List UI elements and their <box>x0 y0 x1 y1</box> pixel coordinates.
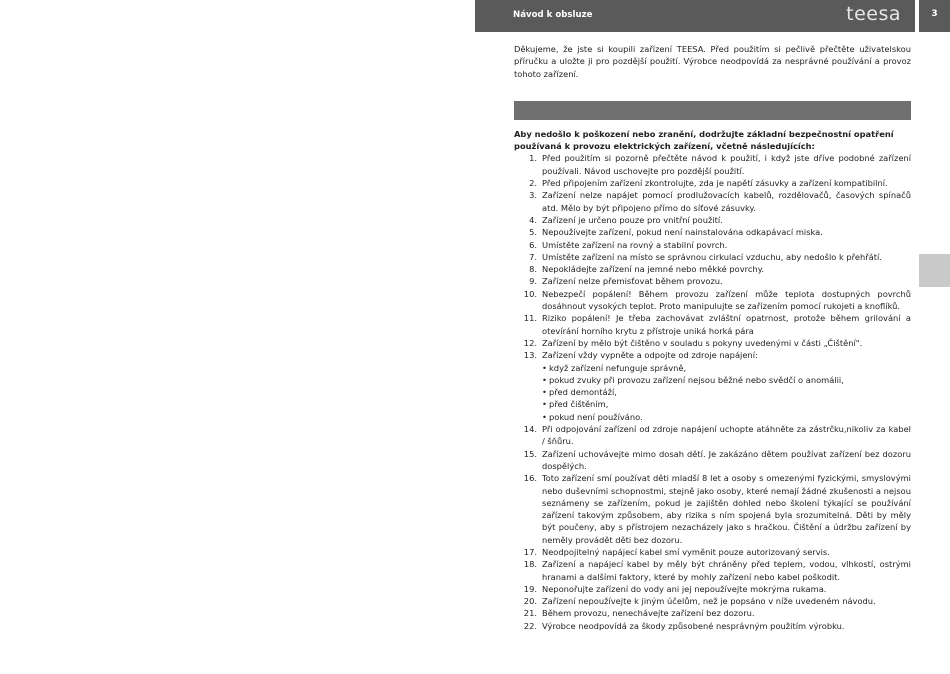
warning-title: Aby nedošlo k poškození nebo zranění, dodržujte základní bezpečnostní opatření používaná k provozu elektrických zařízení, včetně následujících: <box>514 128 894 152</box>
item-text: Před použitím si pozorně přečtěte návod k použití, i když jste dříve podobné zařízení používali. Návod uschovejte pro pozdější použití. <box>542 153 911 176</box>
intro-paragraph: Děkujeme, že jste si koupili zařízení TEESA. Před použitím si pečlivě přečtěte uživatelskou příručku a uložte ji pro pozdější použití. Výrobce neodpovídá za nesprávné používání a provoz tohoto zařízení. <box>514 44 911 79</box>
item-text: Nepoužívejte zařízení, pokud není nainstalována odkapávací miska. <box>542 227 823 238</box>
item-number: 12. <box>523 337 537 348</box>
item-number: 4. <box>529 214 537 225</box>
list-item <box>514 423 911 448</box>
item-text: Zařízení je určeno pouze pro vnitřní použití. <box>542 214 723 225</box>
sub-list-item <box>542 386 911 398</box>
list-item <box>514 607 911 619</box>
list-item <box>514 226 911 238</box>
list-item <box>514 251 911 263</box>
sub-item-text: pokud zvuky při provozu zařízení nejsou běžné nebo svědčí o anomálii, <box>549 374 844 385</box>
item-number: 16. <box>523 473 537 484</box>
header-bar <box>475 0 915 32</box>
list-item <box>514 275 911 287</box>
item-number: 1. <box>529 153 537 164</box>
item-number: 17. <box>523 546 537 557</box>
item-number: 13. <box>523 350 537 361</box>
item-number: 3. <box>529 190 537 201</box>
list-item <box>514 472 911 546</box>
item-text: Neponořujte zařízení do vody ani jej nepoužívejte mokrýma rukama. <box>542 583 827 594</box>
bullet: • <box>542 362 547 373</box>
item-text: Toto zařízení smí používat děti mladší 8 let a osoby s omezenými fyzickými, smyslovými nebo duševními schopnostmi, stejně jako osoby, které nemají žádné zkušenosti a nejsou seznámeny se zařízením, pokud je zajištěn dohled nebo školení týkající se používání zařízení takovým způsobem, aby rizika s ním spojená byla srozumitelná. Děti by měly být poučeny, aby s přístrojem nezacházely jako s hračkou. Čištění a údržbu zařízení by neměly provádět děti bez dozoru. <box>542 473 911 545</box>
item-number: 14. <box>523 424 537 435</box>
teesa-logo: teesa <box>846 3 901 25</box>
item-text: Zařízení uchovávejte mimo dosah dětí. Je zakázáno dětem používat zařízení bez dozoru dospělých. <box>542 448 911 471</box>
item-number: 2. <box>529 178 537 189</box>
sub-item-text: když zařízení nefunguje správně, <box>549 362 687 373</box>
bullet: • <box>542 387 547 398</box>
item-number: 6. <box>529 239 537 250</box>
page-title: Návod k obsluze <box>513 10 593 20</box>
item-number: 10. <box>523 288 537 299</box>
list-item <box>514 349 911 423</box>
item-number: 18. <box>523 559 537 570</box>
list-item <box>514 312 911 337</box>
sub-list-item <box>542 411 911 423</box>
list-item <box>514 583 911 595</box>
item-number: 19. <box>523 583 537 594</box>
item-number: 5. <box>529 227 537 238</box>
list-item <box>514 152 911 177</box>
item-text: Zařízení nelze napájet pomocí prodlužovacích kabelů, rozdělovačů, časových spínačů atd. Mělo by být připojeno přímo do síťové zásuvky. <box>542 190 911 213</box>
item-text: Během provozu, nenechávejte zařízení bez dozoru. <box>542 608 755 619</box>
item-text: Při odpojování zařízení od zdroje napájení uchopte atáhněte za zástrčku,nikoliv za kabel / šňůru. <box>542 424 911 447</box>
item-text: Umístěte zařízení na rovný a stabilní povrch. <box>542 239 728 250</box>
item-text: Zařízení vždy vypněte a odpojte od zdroje napájení: <box>542 350 758 361</box>
sub-list <box>542 362 911 423</box>
item-number: 20. <box>523 596 537 607</box>
item-number: 15. <box>523 448 537 459</box>
list-item <box>514 288 911 313</box>
item-text: Zařízení nelze přemisťovat během provozu. <box>542 276 723 287</box>
page-number: 3 <box>931 9 938 19</box>
list-item <box>514 546 911 558</box>
sub-item-text: před čištěním, <box>549 399 609 410</box>
sub-list-item <box>542 398 911 410</box>
item-text: Zařízení nepoužívejte k jiným účelům, než je popsáno v níže uvedeném návodu. <box>542 596 876 607</box>
bullet: • <box>542 399 547 410</box>
list-item <box>514 337 911 349</box>
section-side-tab <box>919 254 950 287</box>
item-text: Před připojením zařízení zkontrolujte, zda je napětí zásuvky a zařízení kompatibilní. <box>542 178 888 189</box>
list-item <box>514 558 911 583</box>
sub-item-text: pokud není používáno. <box>549 411 643 422</box>
item-number: 9. <box>529 276 537 287</box>
item-text: Neodpojitelný napájecí kabel smí vyměnit pouze autorizovaný servis. <box>542 546 830 557</box>
list-item <box>514 239 911 251</box>
bullet: • <box>542 411 547 422</box>
item-text: Zařízení a napájecí kabel by měly být chráněny před teplem, vodou, vlhkostí, ostrými hranami a dalšími faktory, které by mohly zařízení nebo kabel poškodit. <box>542 559 911 582</box>
item-number: 22. <box>523 620 537 631</box>
list-item <box>514 620 911 632</box>
item-text: Umístěte zařízení na místo se správnou cirkulací vzduchu, aby nedošlo k přehřátí. <box>542 251 882 262</box>
item-text: Zařízení by mělo být čištěno v souladu s pokyny uvedenými v části „Čištění". <box>542 337 863 348</box>
item-text: Výrobce neodpovídá za škody způsobené nesprávným použitím výrobku. <box>542 620 845 631</box>
list-item <box>514 189 911 214</box>
bullet: • <box>542 374 547 385</box>
item-text: Nepokládejte zařízení na jemné nebo měkké povrchy. <box>542 264 765 275</box>
sub-list-item <box>542 362 911 374</box>
list-item <box>514 448 911 473</box>
item-number: 8. <box>529 264 537 275</box>
safety-list <box>514 152 911 632</box>
page-number-tab <box>919 0 950 32</box>
list-item <box>514 263 911 275</box>
list-item <box>514 177 911 189</box>
sub-item-text: před demontáží, <box>549 387 617 398</box>
item-number: 11. <box>523 313 537 324</box>
list-item <box>514 214 911 226</box>
sub-list-item <box>542 374 911 386</box>
item-text: Nebezpečí popálení! Během provozu zařízení může teplota dostupných povrchů dosáhnout vysokých teplot. Proto manipulujte se zařízením pomocí rukojeti a knoflíků. <box>542 288 911 312</box>
main-content <box>514 43 911 632</box>
item-number: 21. <box>523 608 537 619</box>
item-number: 7. <box>529 251 537 262</box>
list-item <box>514 595 911 607</box>
item-text: Riziko popálení! Je třeba zachovávat zvláštní opatrnost, protože během grilování a otevírání horního krytu z přístroje uniká horká pára <box>542 313 911 336</box>
section-heading-bar <box>514 101 911 120</box>
